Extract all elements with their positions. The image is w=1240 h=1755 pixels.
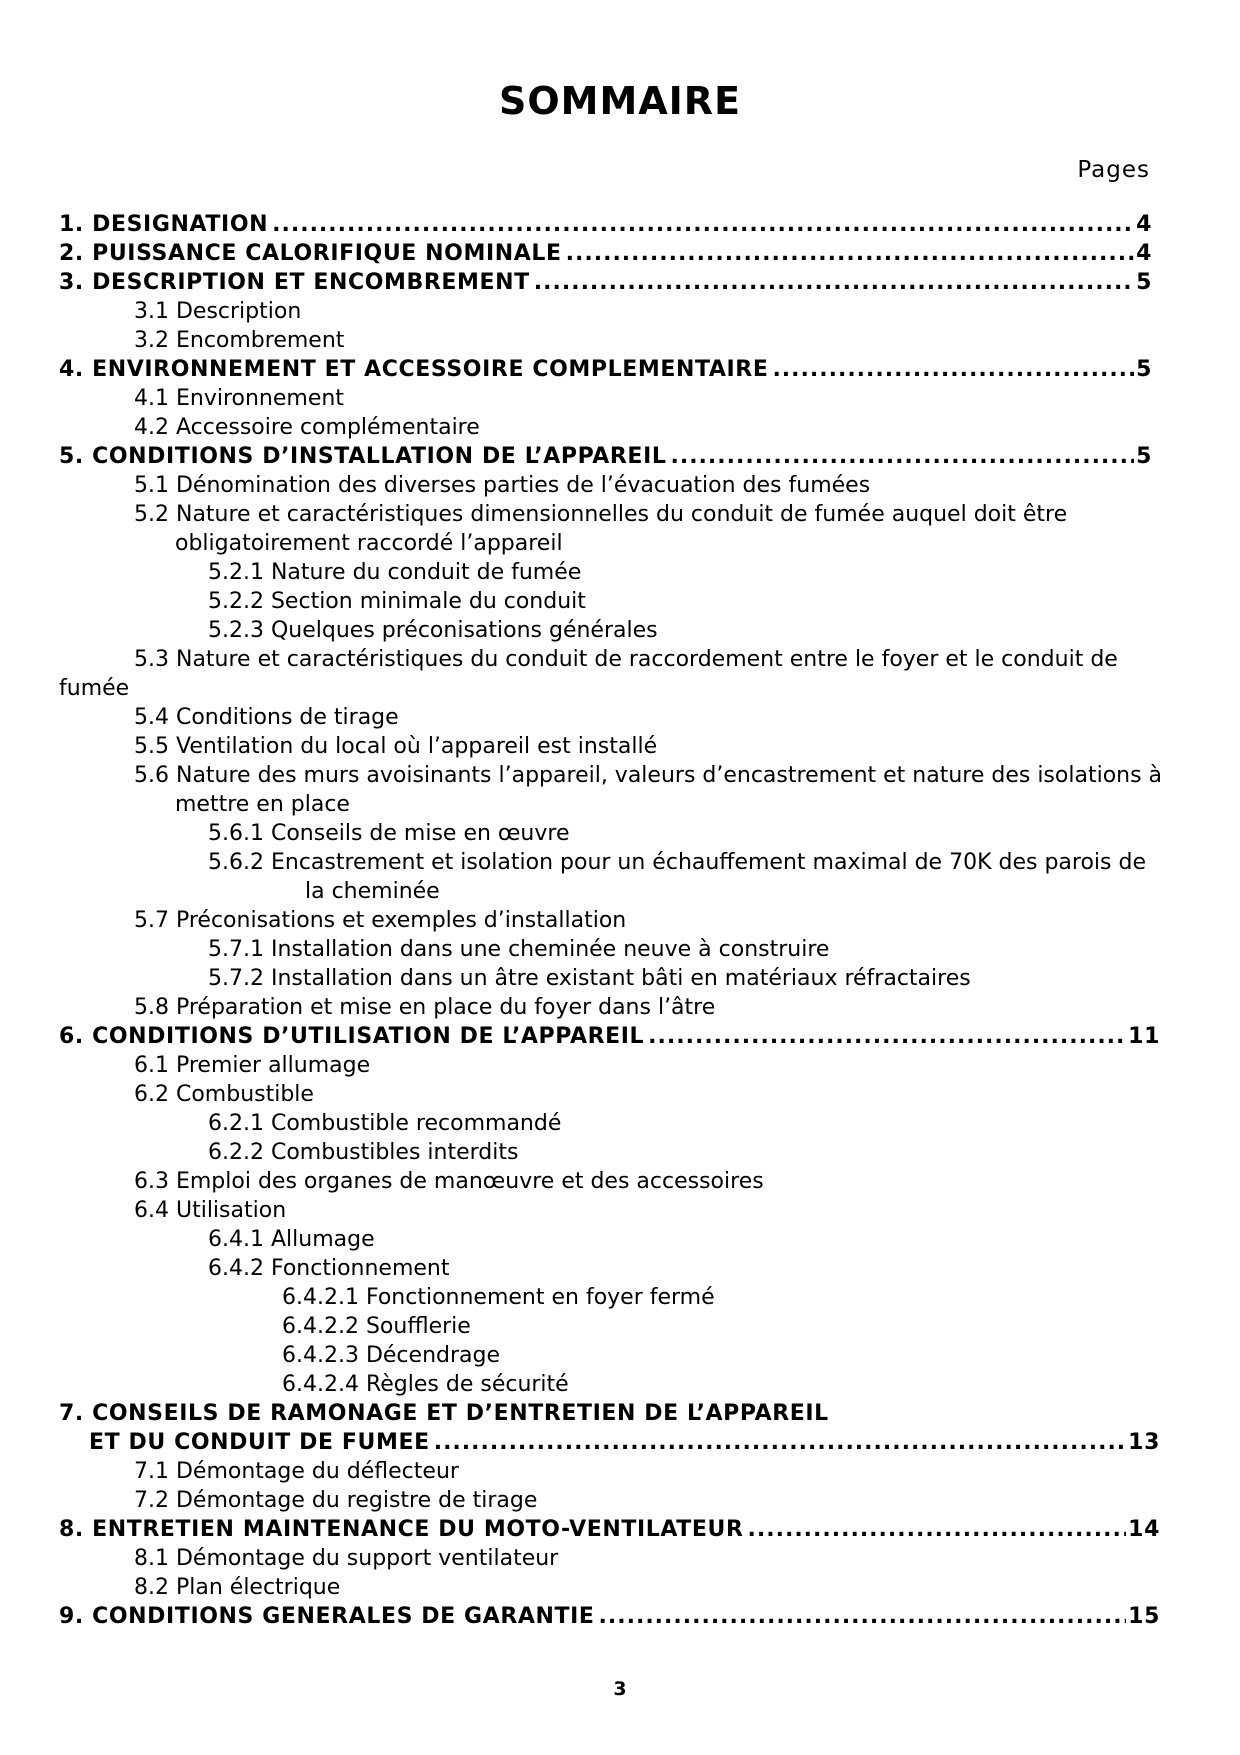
toc-subentry-6-3[interactable]: 6.3 Emploi des organes de manœuvre et des accessoires [134,1169,764,1194]
toc-entry-6[interactable] [59,1022,1160,1051]
toc-subentry-5-2-3[interactable]: 5.2.3 Quelques préconisations générales [208,618,658,643]
toc-subentry-6-4-2-2[interactable]: 6.4.2.2 Soufflerie [282,1314,471,1339]
toc-page-number: 11 [1128,1024,1160,1049]
toc-subentry-8-2[interactable]: 8.2 Plan électrique [134,1575,341,1600]
toc-page-number: 5 [1136,357,1152,382]
toc-entry-7-heading[interactable] [59,1399,1149,1428]
toc-page-number: 15 [1128,1604,1160,1629]
dot-leader [434,1428,1126,1457]
toc-entry-5[interactable] [59,442,1152,471]
toc-entry-label: 6. CONDITIONS D’UTILISATION DE L’APPAREIL [59,1024,645,1049]
pages-column-label: Pages [1077,157,1150,183]
dot-leader [272,210,1134,239]
toc-subentry-5-7[interactable]: 5.7 Préconisations et exemples d’installation [134,908,627,933]
toc-page-number: 4 [1136,212,1152,237]
toc-entry-7[interactable] [59,1428,1160,1457]
page-title: SOMMAIRE [498,79,742,123]
toc-entry-label: ET DU CONDUIT DE FUMEE [89,1430,430,1455]
dot-leader [599,1602,1127,1631]
toc-entry-label: 4. ENVIRONNEMENT ET ACCESSOIRE COMPLEMENTAIRE [59,357,769,382]
toc-subentry-6-4-2[interactable]: 6.4.2 Fonctionnement [208,1256,450,1281]
toc-entry-label: 9. CONDITIONS GENERALES DE GARANTIE [59,1604,595,1629]
toc-page-number: 5 [1136,444,1152,469]
toc-page-number: 4 [1136,241,1152,266]
toc-subentry-6-4-2-4[interactable]: 6.4.2.4 Règles de sécurité [282,1372,569,1397]
toc-subentry-4-2[interactable]: 4.2 Accessoire complémentaire [134,415,480,440]
table-of-contents [59,210,1163,1631]
toc-subentry-5-2-continued: obligatoirement raccordé l’appareil [175,531,563,556]
toc-page-number: 5 [1136,270,1152,295]
toc-subentry-6-1[interactable]: 6.1 Premier allumage [134,1053,371,1078]
toc-subentry-6-4[interactable]: 6.4 Utilisation [134,1198,287,1223]
toc-subentry-5-7-2[interactable]: 5.7.2 Installation dans un âtre existant bâti en matériaux réfractaires [208,966,971,991]
toc-subentry-6-4-1[interactable]: 6.4.1 Allumage [208,1227,375,1252]
toc-subentry-7-1[interactable]: 7.1 Démontage du déflecteur [134,1459,459,1484]
toc-subentry-3-2[interactable]: 3.2 Encombrement [134,328,345,353]
toc-subentry-5-7-1[interactable]: 5.7.1 Installation dans une cheminée neuve à construire [208,937,830,962]
dot-leader [772,355,1134,384]
toc-entry-label: 8. ENTRETIEN MAINTENANCE DU MOTO-VENTILATEUR [59,1517,744,1542]
toc-subentry-5-1[interactable]: 5.1 Dénomination des diverses parties de l’évacuation des fumées [134,473,871,498]
toc-entry-label: 3. DESCRIPTION ET ENCOMBREMENT [59,270,530,295]
toc-subentry-7-2[interactable]: 7.2 Démontage du registre de tirage [134,1488,538,1513]
toc-subentry-5-5[interactable]: 5.5 Ventilation du local où l’appareil est installé [134,734,658,759]
toc-entry-1[interactable] [59,210,1152,239]
toc-subentry-3-1[interactable]: 3.1 Description [134,299,302,324]
toc-page-number: 14 [1128,1517,1160,1542]
dot-leader [566,239,1134,268]
toc-subentry-6-2-1[interactable]: 6.2.1 Combustible recommandé [208,1111,562,1136]
toc-entry-label: 1. DESIGNATION [59,212,269,237]
toc-entry-8[interactable] [59,1515,1160,1544]
toc-subentry-5-3[interactable]: 5.3 Nature et caractéristiques du conduit de raccordement entre le foyer et le conduit de [134,647,1118,672]
toc-entry-3[interactable] [59,268,1152,297]
toc-subentry-6-2[interactable]: 6.2 Combustible [134,1082,314,1107]
toc-subentry-6-2-2[interactable]: 6.2.2 Combustibles interdits [208,1140,519,1165]
toc-subentry-6-4-2-1[interactable]: 6.4.2.1 Fonctionnement en foyer fermé [282,1285,715,1310]
dot-leader [748,1515,1127,1544]
toc-subentry-8-1[interactable]: 8.1 Démontage du support ventilateur [134,1546,559,1571]
dot-leader [648,1022,1126,1051]
toc-subentry-5-6-2-continued: la cheminée [305,879,440,904]
toc-subentry-5-2[interactable]: 5.2 Nature et caractéristiques dimensionnelles du conduit de fumée auquel doit être [134,502,1068,527]
toc-subentry-6-4-2-3[interactable]: 6.4.2.3 Décendrage [282,1343,501,1368]
toc-subentry-5-2-2[interactable]: 5.2.2 Section minimale du conduit [208,589,586,614]
toc-entry-9[interactable] [59,1602,1160,1631]
toc-entry-label: 5. CONDITIONS D’INSTALLATION DE L’APPAREIL [59,444,667,469]
toc-subentry-5-6-continued: mettre en place [175,792,350,817]
toc-subentry-5-3-continued: fumée [59,676,130,701]
toc-entry-label: 2. PUISSANCE CALORIFIQUE NOMINALE [59,241,562,266]
dot-leader [670,442,1134,471]
toc-page-number: 13 [1128,1430,1160,1455]
toc-entry-2[interactable] [59,239,1152,268]
toc-entry-label: 7. CONSEILS DE RAMONAGE ET D’ENTRETIEN DE L’APPAREIL [59,1401,829,1426]
toc-subentry-4-1[interactable]: 4.1 Environnement [134,386,344,411]
dot-leader [534,268,1134,297]
page-number: 3 [613,1678,627,1700]
toc-subentry-5-2-1[interactable]: 5.2.1 Nature du conduit de fumée [208,560,582,585]
toc-subentry-5-6-2[interactable]: 5.6.2 Encastrement et isolation pour un échauffement maximal de 70K des parois de [208,850,1146,875]
toc-entry-4[interactable] [59,355,1152,384]
toc-subentry-5-6[interactable]: 5.6 Nature des murs avoisinants l’appareil, valeurs d’encastrement et nature des isolations à [134,763,1163,788]
toc-subentry-5-4[interactable]: 5.4 Conditions de tirage [134,705,399,730]
toc-subentry-5-8[interactable]: 5.8 Préparation et mise en place du foyer dans l’âtre [134,995,716,1020]
toc-subentry-5-6-1[interactable]: 5.6.1 Conseils de mise en œuvre [208,821,570,846]
